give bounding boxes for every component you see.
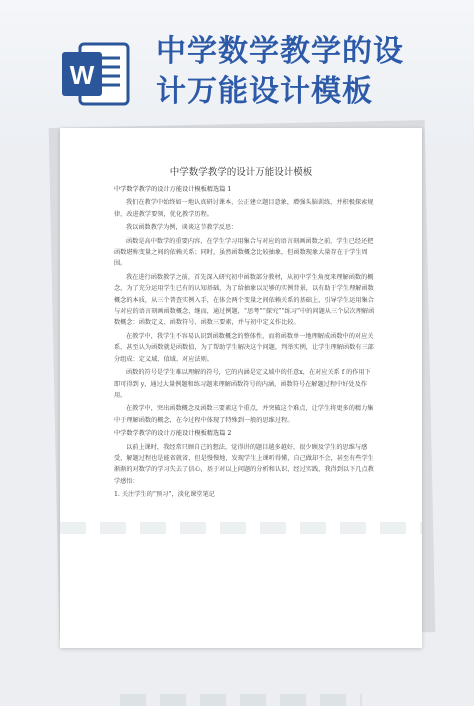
document-body <box>114 184 376 503</box>
body-paragraph: 我们在教学中始终如一地认真研讨课本，公正建立题目意象，增强头脑训练，并积极探索规律，改进教学要领，优化教学历程。 <box>114 199 374 218</box>
body-paragraph: 在教学中，我学生不容易认识到函数概念的整体性，而将函数单一地理解成函数中的对应关系，甚至认为函数就是函数值，为了帮助学生解决这个问题，判举实例，让学生理解函数有三部分组成：定义域、值域、对应法则。 <box>114 332 374 363</box>
banner-title <box>156 32 456 112</box>
document-title: 中学数学教学的设计万能设计模板 <box>169 167 313 178</box>
section-heading: 中学数学教学的设计万能设计模板精选篇 1 <box>114 186 232 193</box>
list-item: 1. 关注学生的“预习”，淡化课堂笔记 <box>114 491 215 499</box>
body-paragraph: 我在进行函数教学之前，首先深入研究初中函数部分教材，从初中学生角度来理解函数的概念，为了充分运用学生已有的认知基础，为了给抽象以足够的实例背景，以有助于学生理解函数概念的本质，从三个普查实例入手，在体会两个变量之间依赖关系的基础上，引导学生运用集合与对应的语言刻画函数概念，继而，通过例题，“思考”“探究”“练习”中的问题从三个层次理解函数概念：函数定义、函数符号、函数三要素，并与初中定义作比较。 <box>114 273 375 327</box>
document-page <box>60 128 422 648</box>
word-document-icon <box>58 36 134 112</box>
body-paragraph: 函数是高中数学的重要内容，在学生学习用集合与对应的语言刻画函数之前，学生已经还把函数堪称变量之间的依赖关系；同时，虽然函数概念比较抽象，但函数现象大量存在于学生周围。 <box>114 237 374 268</box>
banner-title-line1: 中学数学教学的设 <box>156 34 404 69</box>
body-paragraph: 我以函数教学为例，谈谈这节教学反思： <box>126 224 238 232</box>
banner-title-line2: 计万能设计模板 <box>156 74 373 109</box>
word-logo-letter: W <box>69 60 95 90</box>
section-heading: 中学数学教学的设计万能设计模板精选篇 2 <box>114 430 232 438</box>
watermark-strip <box>120 694 362 706</box>
watermark-strip <box>60 522 422 534</box>
body-paragraph: 以前上课时，我经常只顾自己的想法，觉得讲的题目越多越好，很少顾及学生的思维与感受，解题过程也是能省就省，但是慢慢地，发现学生上课听得懂，自己做却不会，甚至有些学生渐渐的对数学的学习失去了信心，基于对以上问题的分析和认识，经过实践，我得到以下几点教学感悟： <box>114 443 374 485</box>
body-paragraph: 在教学中，突出函数概念及函数三要素这个重点，并突破这个难点，让学生将更多的精力集中于理解函数的概念，在今过程中体现了特殊到一般的思维过程。 <box>114 405 374 424</box>
body-paragraph: 函数的符号是学生难以理解的符号，它的内涵是定义域中的任意x，在对应关系 f 的作用下即可得到 y，通过大量例题和练习题来理解函数符号的内涵，函数符号在解题过程中好处及作用。 <box>114 369 371 399</box>
